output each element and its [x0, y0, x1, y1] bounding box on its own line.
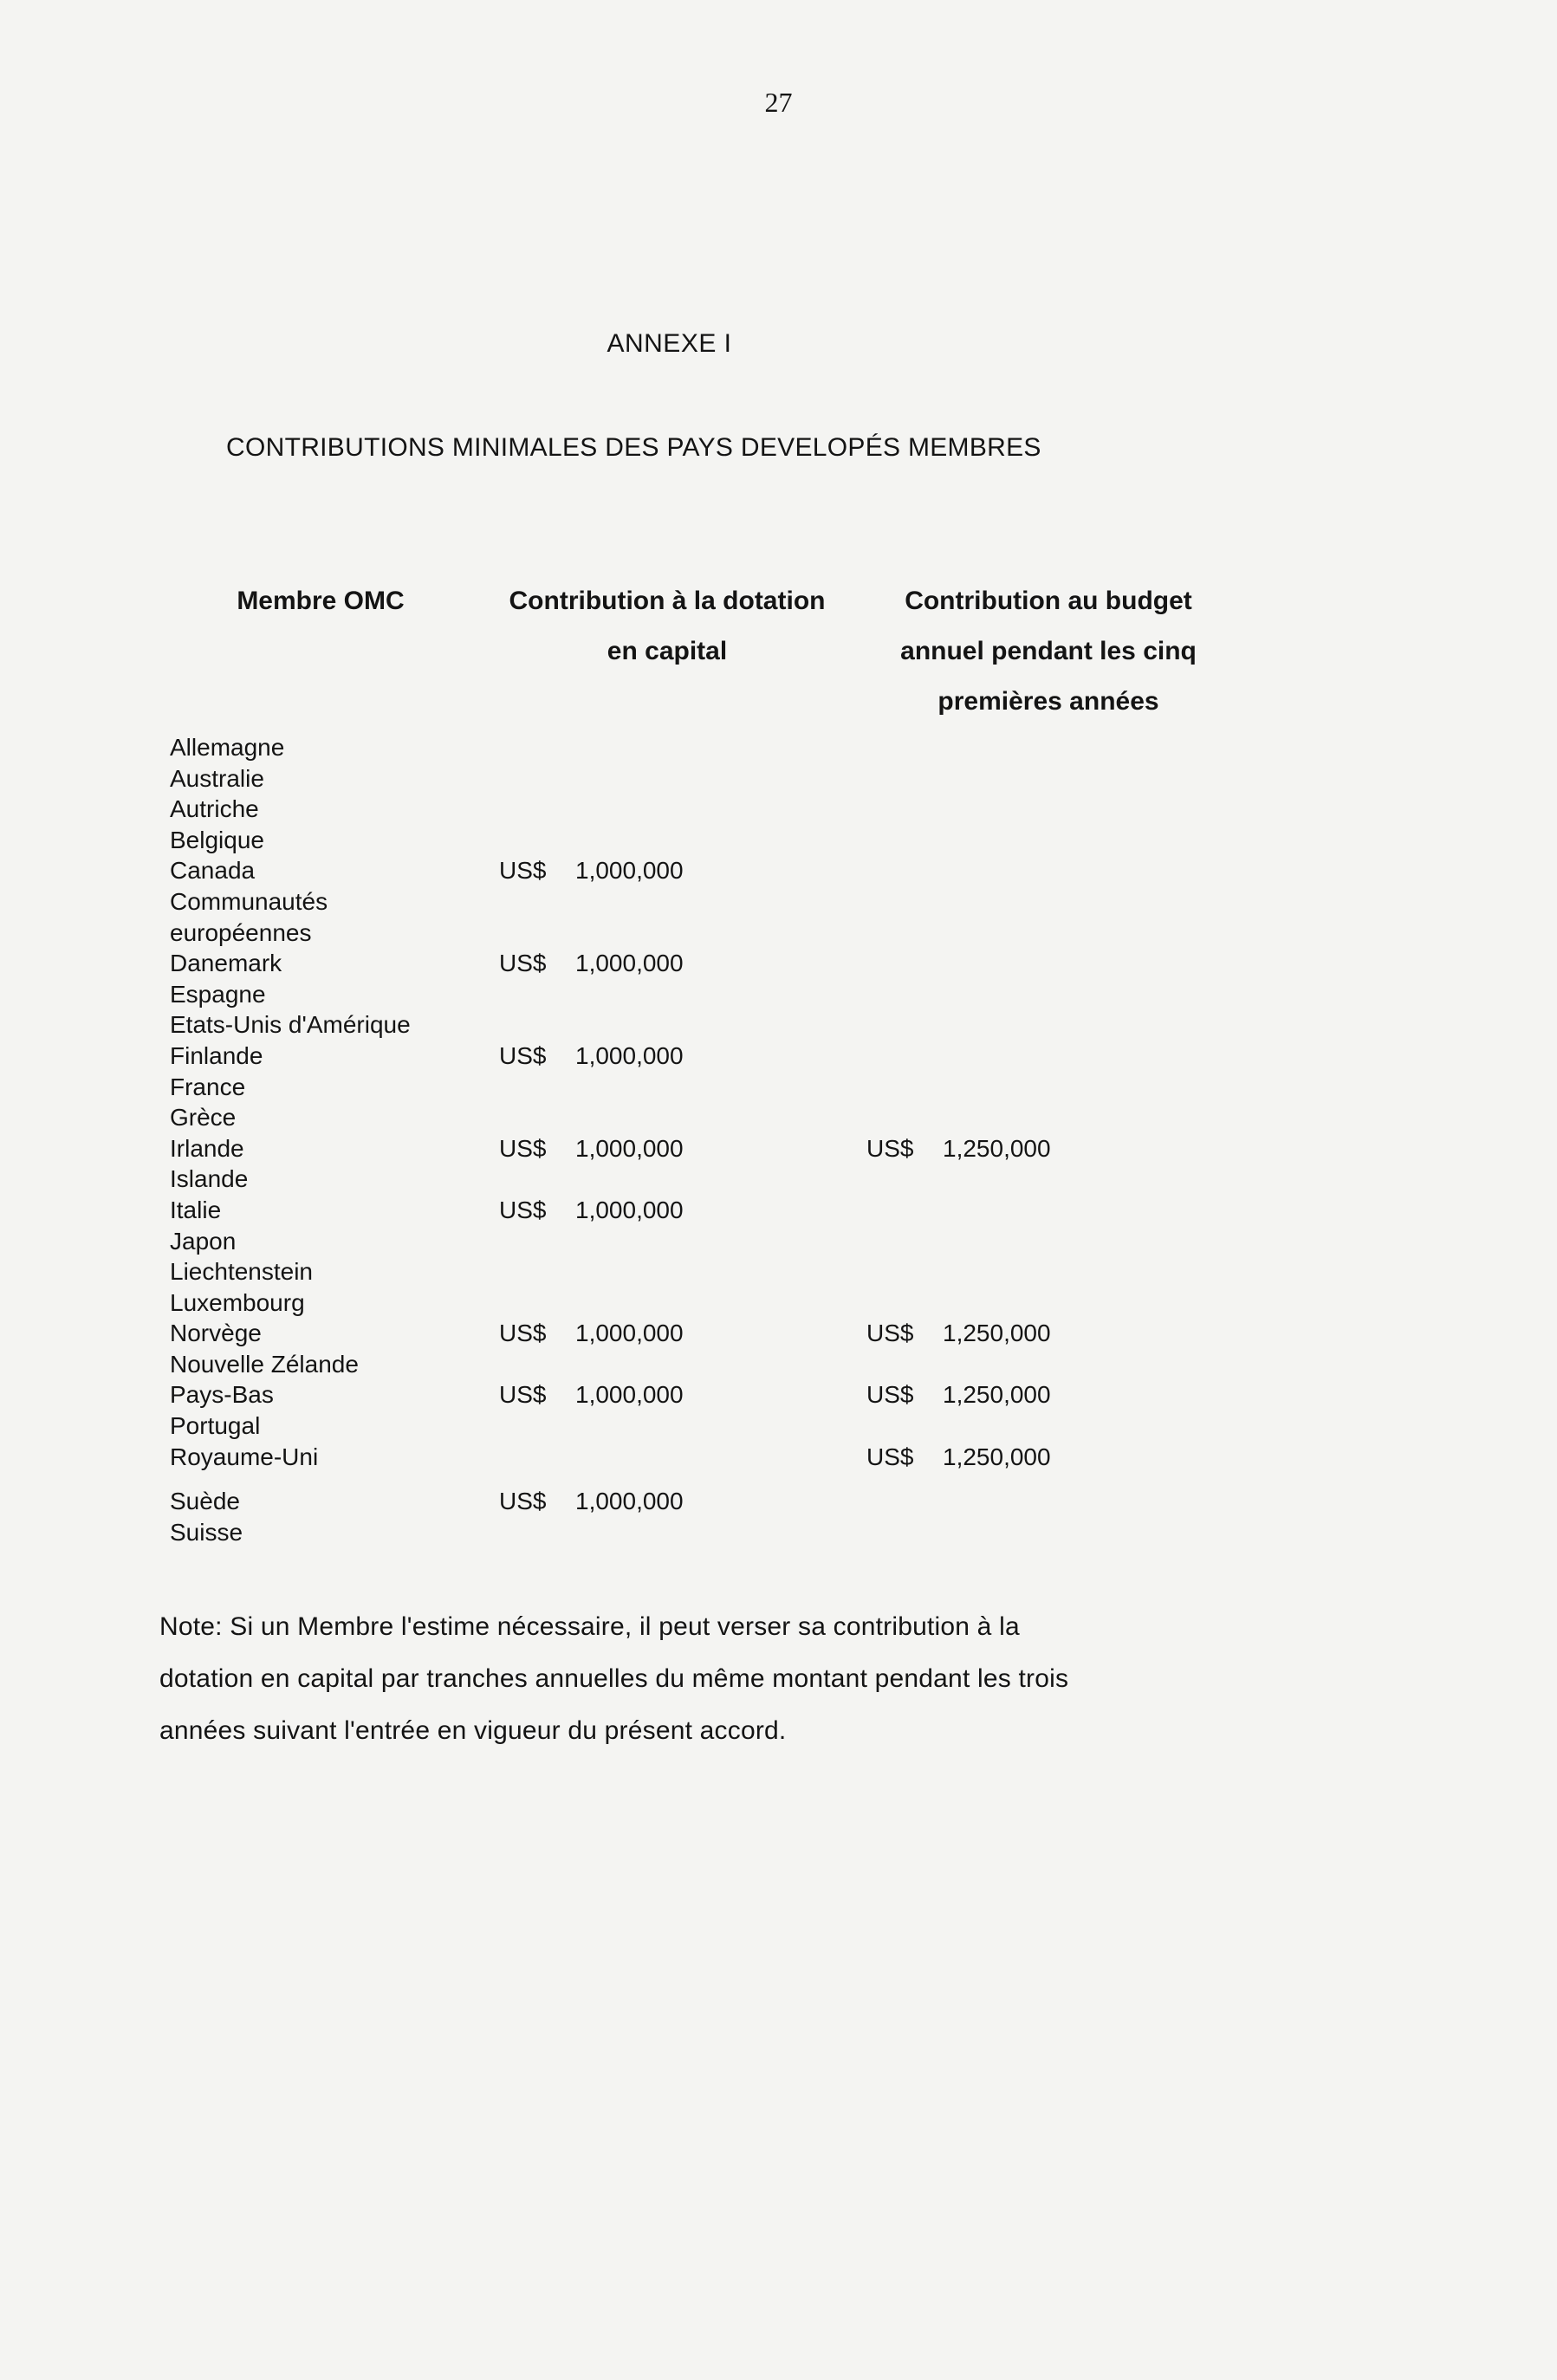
- member-name: Autriche: [170, 795, 259, 823]
- note-line: années suivant l'entrée en vigueur du présent accord.: [159, 1716, 787, 1745]
- column-header-member: [208, 576, 433, 626]
- member-name: Italie: [170, 1196, 222, 1223]
- currency: US$: [499, 1320, 547, 1347]
- capital-contribution: [499, 948, 684, 979]
- capital-contribution: [499, 1486, 684, 1517]
- header-line: Membre OMC: [237, 587, 405, 615]
- member-name: Suède: [170, 1488, 240, 1515]
- currency: US$: [499, 1041, 547, 1069]
- page-number: 27: [764, 87, 793, 118]
- header-line: premières années: [937, 687, 1159, 716]
- amount: 1,250,000: [943, 1320, 1051, 1347]
- currency: US$: [866, 1134, 914, 1162]
- member-name: Australie: [170, 764, 264, 792]
- capital-contribution: [499, 1195, 684, 1226]
- document-title: CONTRIBUTIONS MINIMALES DES PAYS DEVELOPÉS MEMBRES: [226, 433, 1041, 462]
- member-name: Suisse: [170, 1518, 243, 1546]
- amount: 1,000,000: [575, 950, 684, 977]
- member-name: Nouvelle Zélande: [170, 1350, 359, 1378]
- member-name: Belgique: [170, 826, 264, 853]
- amount: 1,000,000: [575, 1488, 684, 1515]
- column-header-capital: [485, 576, 849, 677]
- member-name: Pays-Bas: [170, 1381, 274, 1409]
- member-name: Grèce: [170, 1104, 237, 1132]
- budget-contribution: [866, 1133, 1051, 1164]
- member-name: Danemark: [170, 950, 282, 977]
- budget-contribution: [866, 1379, 1051, 1410]
- column-header-budget: [875, 576, 1222, 727]
- amount: 1,000,000: [575, 857, 684, 885]
- amount: 1,000,000: [575, 1134, 684, 1162]
- member-name: Etats-Unis d'Amérique: [170, 1011, 411, 1039]
- member-name: Luxembourg: [170, 1288, 305, 1316]
- member-name: européennes: [170, 918, 312, 946]
- amount: 1,250,000: [943, 1443, 1051, 1470]
- member-name: France: [170, 1073, 246, 1100]
- capital-contribution: [499, 1318, 684, 1349]
- currency: US$: [866, 1381, 914, 1409]
- currency: US$: [499, 950, 547, 977]
- member-name: Norvège: [170, 1320, 262, 1347]
- member-name: Japon: [170, 1227, 237, 1255]
- budget-contribution: [866, 1318, 1051, 1349]
- member-name: Irlande: [170, 1134, 244, 1162]
- currency: US$: [499, 1196, 547, 1223]
- note-paragraph: [159, 1601, 1199, 1757]
- capital-contribution: [499, 1133, 684, 1164]
- member-name: Canada: [170, 857, 256, 885]
- currency: US$: [499, 1134, 547, 1162]
- member-name: Communautés: [170, 887, 328, 915]
- currency: US$: [499, 1488, 547, 1515]
- member-name: Allemagne: [170, 734, 285, 761]
- member-name: Liechtenstein: [170, 1258, 314, 1286]
- header-line: Contribution au budget: [905, 587, 1192, 615]
- member-name: Islande: [170, 1165, 249, 1193]
- header-line: Contribution à la dotation: [509, 587, 826, 615]
- header-line: en capital: [607, 637, 728, 665]
- budget-contribution: [866, 1442, 1051, 1473]
- amount: 1,000,000: [575, 1196, 684, 1223]
- amount: 1,250,000: [943, 1381, 1051, 1409]
- amount: 1,000,000: [575, 1041, 684, 1069]
- capital-contribution: [499, 855, 684, 886]
- member-name: Espagne: [170, 980, 266, 1008]
- member-name: Finlande: [170, 1041, 263, 1069]
- note-line: dotation en capital par tranches annuelles du même montant pendant les trois: [159, 1664, 1069, 1693]
- currency: US$: [866, 1320, 914, 1347]
- currency: US$: [499, 1381, 547, 1409]
- member-name: Royaume-Uni: [170, 1443, 319, 1470]
- amount: 1,000,000: [575, 1381, 684, 1409]
- annex-title: ANNEXE I: [607, 329, 732, 358]
- header-line: annuel pendant les cinq: [900, 637, 1197, 665]
- note-line: Note: Si un Membre l'estime nécessaire, il peut verser sa contribution à la: [159, 1612, 1020, 1641]
- currency: US$: [866, 1443, 914, 1470]
- capital-contribution: [499, 1041, 684, 1072]
- currency: US$: [499, 857, 547, 885]
- member-name: Portugal: [170, 1412, 261, 1440]
- amount: 1,250,000: [943, 1134, 1051, 1162]
- amount: 1,000,000: [575, 1320, 684, 1347]
- capital-contribution: [499, 1379, 684, 1410]
